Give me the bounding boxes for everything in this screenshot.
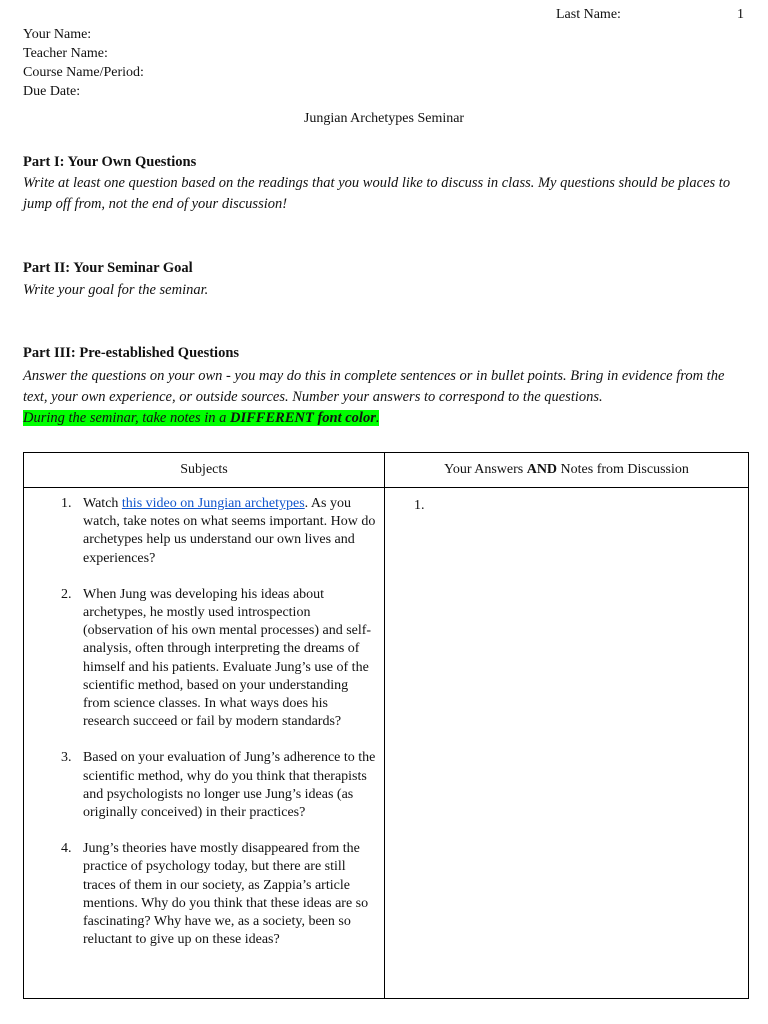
course-period-label: Course Name/Period: [23, 65, 144, 80]
part1-instructions: Write at least one question based on the readings that you would like to discuss in class. My questions should be places to jump off from, not the end of your discussion! [23, 175, 731, 212]
due-date-label: Due Date: [23, 84, 81, 99]
answers-header [385, 453, 749, 488]
document-title: Jungian Archetypes Seminar [303, 111, 465, 126]
video-link[interactable]: this video on Jungian archetypes [121, 496, 305, 511]
question-4: 4. Jung’s theories have mostly disappeared from the practice of psychology today, but there are still traces of them in our society, as Zappia’s article mentions. Why do you think that these ideas are so fascinating? Why have we, as a society, been so reluctant to give up on these ideas? [75, 840, 377, 949]
highlight-text-post: . [375, 410, 380, 426]
questions-list [25, 495, 383, 949]
part1-heading: Part I: Your Own Questions [23, 154, 197, 170]
last-name-label: Last Name: [556, 7, 621, 22]
question-3: 3. Based on your evaluation of Jung’s adherence to the scientific method, why do you think that therapists and psychologists no longer use Jung’s ideas (as originally conceived) in their practices? [75, 749, 377, 822]
part3-instructions [23, 366, 749, 429]
part2-instructions: Write your goal for the seminar. [23, 282, 209, 298]
part3-instructions-text: Answer the questions on your own - you may do this in complete sentences or in bullet points. Bring in evidence from the text, your own experience, or outside sources. Number your answers to correspond to the questions. [23, 368, 725, 405]
highlight-text-pre: During the seminar, take notes in a [23, 410, 231, 426]
question-1-pre: Watch [83, 496, 122, 511]
answers-list [386, 497, 747, 515]
highlight-text-bold: DIFFERENT font color [230, 410, 376, 426]
highlighted-note [23, 410, 379, 426]
question-1-post: . As you watch, take notes on what seems important. How do archetypes help us understand our own lives and experiences? [83, 496, 376, 566]
answers-header-pre: Your Answers [444, 462, 527, 477]
question-1 [75, 495, 377, 568]
answers-header-post: Notes from Discussion [557, 462, 689, 477]
subjects-header: Subjects [24, 453, 385, 488]
your-name-label: Your Name: [23, 27, 92, 42]
page-number: 1 [737, 7, 744, 22]
questions-table [23, 452, 749, 999]
table-header-row [24, 453, 749, 488]
answer-1[interactable] [428, 497, 747, 515]
question-2: 2. When Jung was developing his ideas about archetypes, he mostly used introspection (observation of his own mental processes) and self-analysis, often through interpreting the dreams of himself and his patients. Evaluate Jung’s use of the scientific method, based on your understanding from science classes. In what ways does his research succeed or fail by modern standards? [75, 586, 377, 732]
part2-heading: Part II: Your Seminar Goal [23, 260, 193, 276]
table-body-row [24, 488, 749, 999]
subjects-cell [24, 488, 385, 999]
teacher-name-label: Teacher Name: [23, 46, 108, 61]
answers-cell[interactable] [385, 488, 749, 999]
answers-header-bold: AND [526, 462, 558, 477]
part3-heading: Part III: Pre-established Questions [23, 345, 240, 361]
